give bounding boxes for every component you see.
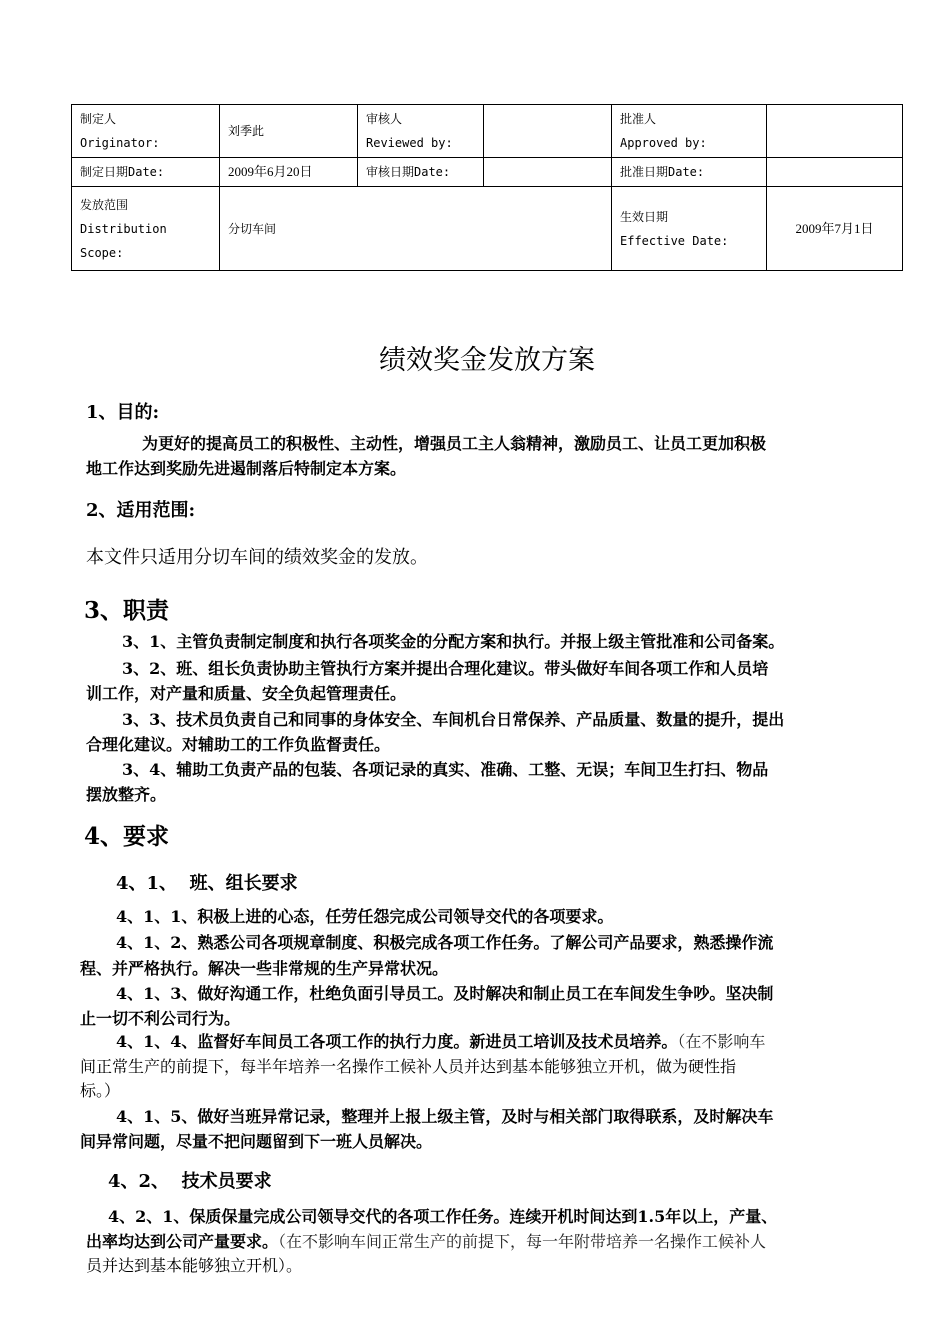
reviewed-value [484, 105, 612, 158]
clause-3-2-line-2: 训工作，对产量和质量、安全负起管理责任。 [86, 684, 407, 703]
clause-4-2-1-text: 出率均达到公司产量要求。 [86, 1232, 279, 1251]
section-3-heading: 3、职责 [84, 597, 170, 624]
clause-4-1-2-line-2: 程、并严格执行。解决一些非常规的生产异常状况。 [80, 959, 449, 978]
clause-3-1: 3、1、主管负责制定制度和执行各项奖金的分配方案和执行。并报上级主管批准和公司备案。 [122, 632, 785, 651]
clause-4-2-1-note-a: （在不影响车间正常生产的前提下，每一年附带培养一名操作工候补人 [278, 1232, 767, 1251]
clause-3-2-line-1: 3、2、班、组长负责协助主管执行方案并提出合理化建议。带头做好车间各项工作和人员培 [122, 659, 769, 678]
scope-label-en-2: Scope: [80, 245, 124, 260]
approved-label-en: Approved by: [620, 136, 707, 150]
clause-3-4-line-1: 3、4、辅助工负责产品的包装、各项记录的真实、准确、工整、无误；车间卫生打扫、物品 [122, 760, 769, 779]
clause-4-1-5-line-2: 间异常问题，尽量不把问题留到下一班人员解决。 [80, 1132, 433, 1151]
scope-value: 分切车间 [220, 187, 612, 271]
clause-4-1-3-line-1: 4、1、3、做好沟通工作，杜绝负面引导员工。及时解决和制止员工在车间发生争吵。坚决制 [116, 984, 774, 1003]
clause-3-3-line-2: 合理化建议。对辅助工的工作负监督责任。 [86, 735, 391, 754]
review-date-label: 审核日期Date: [358, 158, 484, 187]
document-header-table [71, 104, 903, 271]
effective-label-cell [612, 187, 767, 271]
scope-label: 发放范围 [80, 197, 129, 212]
approve-date-value [767, 158, 903, 187]
originator-label-cell [72, 105, 220, 158]
clause-4-2-1-line-2 [86, 1230, 766, 1254]
approved-label-cell [612, 105, 767, 158]
reviewed-label-en: Reviewed by: [366, 136, 453, 150]
clause-3-4-line-2: 摆放整齐。 [86, 785, 167, 804]
made-date-value: 2009年6月20日 [220, 158, 358, 187]
review-date-value [484, 158, 612, 187]
section-1-paragraph-line-1: 为更好的提高员工的积极性、主动性，增强员工主人翁精神，激励员工、让员工更加积极 [142, 434, 767, 453]
section-4-1-heading: 4、1、 班、组长要求 [116, 873, 298, 894]
section-1-paragraph-line-2: 地工作达到奖励先进遏制落后特制定本方案。 [86, 459, 407, 478]
section-2-paragraph: 本文件只适用分切车间的绩效奖金的发放。 [86, 547, 428, 568]
clause-4-1-1: 4、1、1、积极上进的心态，任劳任怨完成公司领导交代的各项要求。 [116, 907, 614, 926]
clause-3-3-line-1: 3、3、技术员负责自己和同事的身体安全、车间机台日常保养、产品质量、数量的提升，提出 [122, 710, 785, 729]
made-date-label: 制定日期Date: [72, 158, 220, 187]
approve-date-label: 批准日期Date: [612, 158, 767, 187]
originator-label-en: Originator: [80, 136, 160, 150]
section-4-2-heading: 4、2、 技术员要求 [108, 1171, 272, 1192]
clause-4-1-5-line-1: 4、1、5、做好当班异常记录，整理并上报上级主管，及时与相关部门取得联系，及时解决车 [116, 1107, 774, 1126]
effective-date-value: 2009年7月1日 [767, 187, 903, 271]
section-2-heading: 2、适用范围: [86, 500, 196, 521]
clause-4-1-2-line-1: 4、1、2、熟悉公司各项规章制度、积极完成各项工作任务。了解公司产品要求，熟悉操作流 [116, 933, 774, 952]
clause-4-1-4-note-b: 间正常生产的前提下，每半年培养一名操作工候补人员并达到基本能够独立开机，做为硬性指 [80, 1057, 737, 1076]
clause-4-2-1-note-b: 员并达到基本能够独立开机）。 [86, 1256, 303, 1275]
section-4-heading: 4、要求 [84, 823, 170, 850]
clause-4-1-3-line-2: 止一切不利公司行为。 [80, 1009, 241, 1028]
section-1-heading: 1、目的: [86, 402, 160, 423]
scope-label-cell [72, 187, 220, 271]
approved-label: 批准人 [620, 112, 657, 126]
clause-4-1-4-note-a: （在不影响车 [677, 1032, 766, 1051]
reviewed-label-cell [358, 105, 484, 158]
originator-label: 制定人 [80, 112, 117, 126]
scope-label-en-1: Distribution [80, 221, 167, 236]
clause-4-1-4-text: 4、1、4、监督好车间员工各项工作的执行力度。新进员工培训及技术员培养。 [116, 1032, 678, 1051]
document-title: 绩效奖金发放方案 [379, 345, 595, 376]
originator-value: 刘季此 [220, 105, 358, 158]
effective-label: 生效日期 [620, 209, 669, 224]
approved-value [767, 105, 903, 158]
effective-label-en: Effective Date: [620, 233, 729, 248]
clause-4-1-4-line-1 [116, 1030, 765, 1054]
clause-4-1-4-note-c: 标。） [80, 1081, 121, 1100]
clause-4-2-1-line-1: 4、2、1、保质保量完成公司领导交代的各项工作任务。连续开机时间达到1.5年以上，产量、 [108, 1207, 778, 1226]
reviewed-label: 审核人 [366, 112, 403, 126]
